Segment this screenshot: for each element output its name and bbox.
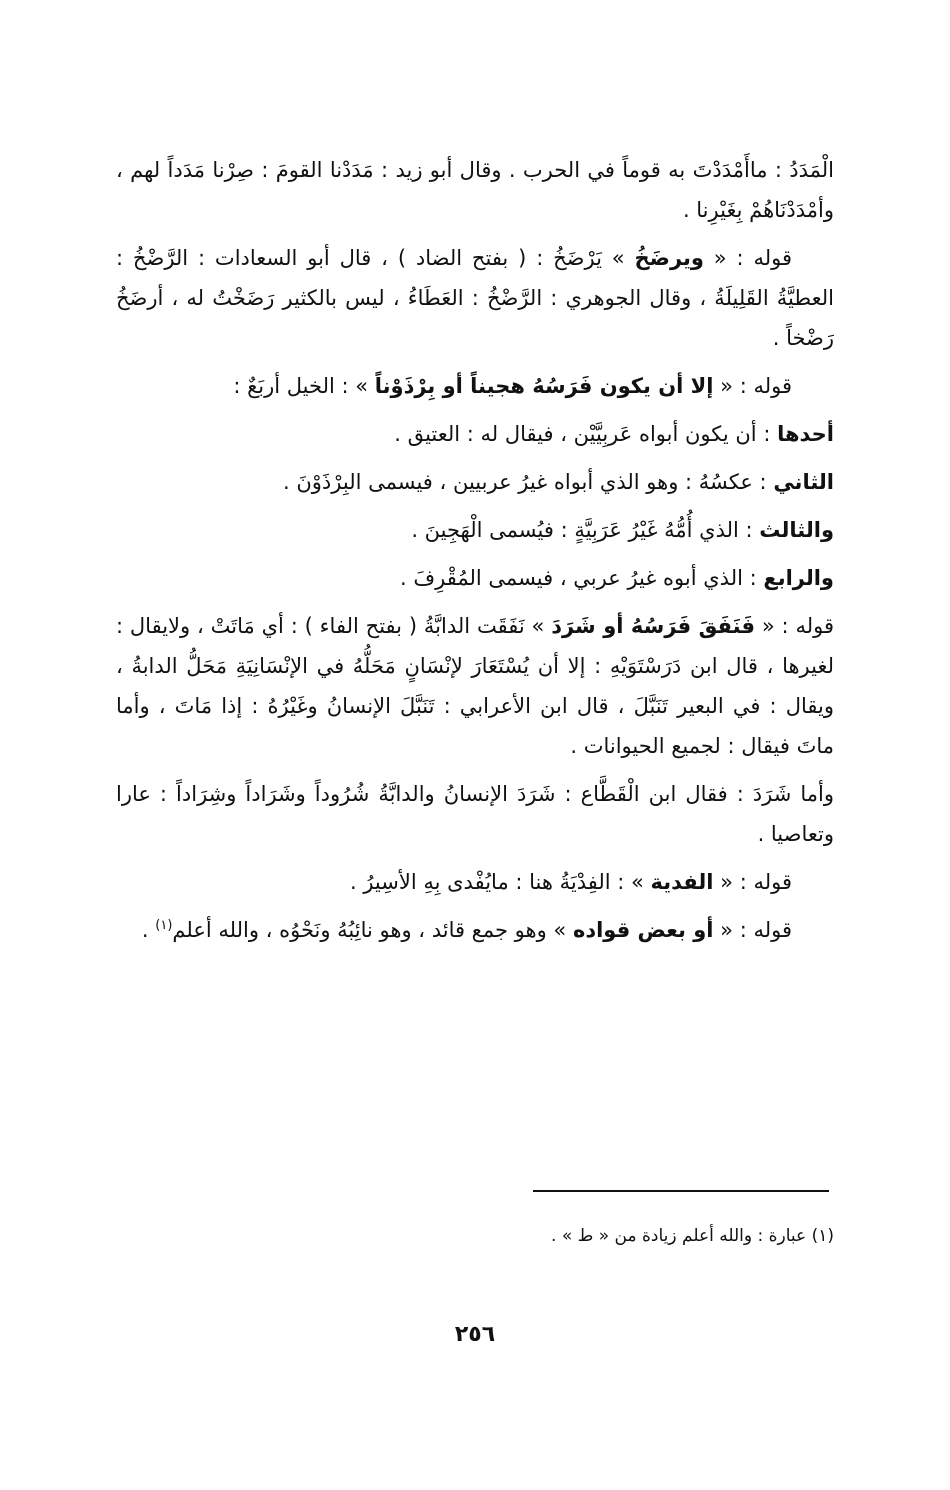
text-segment: : الذي أبوه غيرُ عربي ، فيسمى المُقْرِفَ . bbox=[400, 566, 764, 590]
paragraph bbox=[116, 510, 834, 550]
bold-term: والرابع bbox=[763, 566, 834, 590]
bold-term: الثاني bbox=[773, 470, 834, 494]
text-segment: » نَفَقَت الدابَّةُ ( بفتح الفاء ) : أي مَاتَتْ ، ولايقال : لغيرها ، قال ابن دَرَسْتَوَيْهِ : إلا أن يُسْتَعَارَ لإنْسَانٍ مَحَلُّهُ في الإنْسَانِيَةِ مَحَلُّ الدابةُ ، ويقال : في البعير تَنَبَّلَ ، قال ابن الأعرابي : تَنَبَّلَ الإنسانُ وغَيْرُهُ : إذا مَاتَ ، وأما ماتَ فيقال : لجميع الحيوانات . bbox=[116, 614, 834, 758]
text-segment: الْمَدَدُ : ماأَمْدَدْتَ به قوماً في الحرب . وقال أبو زيد : مَدَدْنا القومَ : صِرْنا مَدَداً لهم ، وأمْدَدْنَاهُمْ بِغَيْرِنا . bbox=[116, 158, 834, 222]
text-segment: . bbox=[141, 918, 156, 942]
text-segment: » : الخيل أربَعٌ : bbox=[233, 374, 375, 398]
text-segment: : أن يكون أبواه عَربِيَّيْن ، فيقال له : العتيق . bbox=[394, 422, 778, 446]
text-segment: » وهو جمع قائد ، وهو نائِبُهُ ونَحْوُه ، والله أعلم bbox=[172, 918, 573, 942]
paragraph bbox=[116, 238, 834, 358]
main-text bbox=[116, 150, 834, 958]
bold-term: الفدية bbox=[650, 870, 714, 894]
paragraph bbox=[116, 414, 834, 454]
paragraph bbox=[116, 558, 834, 598]
paragraph bbox=[116, 862, 834, 902]
text-segment: » يَرْضَخُ : ( بفتح الضاد ) ، قال أبو السعادات : الرَّضْخُ : العطيَّةُ القَلِيلَةُ ، وقال الجوهري : الرَّضْخُ : العَطَاءُ ، ليس بالكثير رَضَخْتُ له ، أرضَخُ رَضْخاً . bbox=[116, 246, 834, 350]
page-number: ٢٥٦ bbox=[454, 1322, 496, 1347]
text-segment: قوله : « bbox=[713, 374, 792, 398]
text-segment: قوله : « bbox=[754, 614, 834, 638]
text-segment: قوله : « bbox=[713, 918, 792, 942]
footnote-ref: (١) bbox=[155, 918, 173, 933]
bold-term: ويرضَخُ bbox=[634, 246, 704, 270]
bold-term: أو بعض قواده bbox=[572, 918, 714, 942]
paragraph bbox=[116, 606, 834, 766]
bold-term: أحدها bbox=[777, 422, 834, 446]
paragraph bbox=[116, 150, 834, 230]
text-segment: : عكسُهُ : وهو الذي أبواه غيرُ عربيين ، فيسمى البِرْذَوْنَ . bbox=[283, 470, 774, 494]
text-segment: قوله : « bbox=[703, 246, 792, 270]
bold-term: فَنَفَقَ فَرَسُهُ أو شَرَدَ bbox=[551, 614, 755, 638]
paragraph bbox=[116, 774, 834, 854]
text-segment: وأما شَرَدَ : فقال ابن الْقَطَّاع : شَرَدَ الإنسانُ والدابَّةُ شُرُوداً وشَرَاداً وشِرَاداً : عارا وتعاصيا . bbox=[116, 782, 834, 846]
footnote-separator bbox=[533, 1190, 829, 1192]
bold-term: والثالث bbox=[759, 518, 834, 542]
text-segment: » : الفِدْيَةُ هنا : مايُفْدى بِهِ الأسِيرُ . bbox=[349, 870, 651, 894]
bold-term: إلا أن يكون فَرَسُهُ هجيناً أو بِرْذَوْناً bbox=[374, 374, 714, 398]
paragraph bbox=[116, 910, 834, 950]
paragraph bbox=[116, 462, 834, 502]
text-segment: : الذي أُمُّهُ غَيْرُ عَرَبِيَّةٍ : فيُسمى الْهَجِينَ . bbox=[411, 518, 760, 542]
text-segment: قوله : « bbox=[713, 870, 792, 894]
paragraph bbox=[116, 366, 834, 406]
footnote: (١) عبارة : والله أعلم زيادة من « ط » . bbox=[551, 1226, 834, 1246]
